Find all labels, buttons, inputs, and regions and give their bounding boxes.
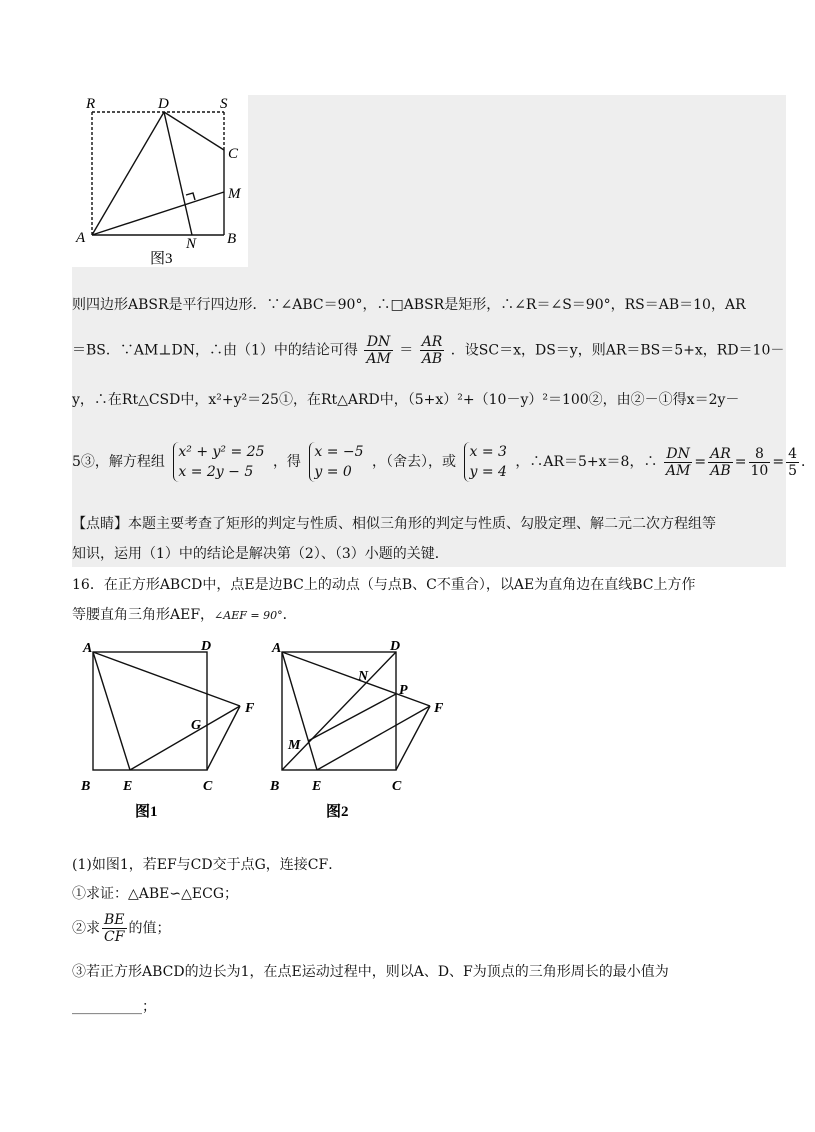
fig2-label-E: E	[312, 779, 322, 794]
part-1: (1)如图1，若EF与CD交于点G，连接CF．	[72, 857, 343, 873]
solution-line-4: 5③，解方程组 x² + y² = 25 x = 2y − 5 ，得 x = −5 y = 0 ，（舍去），或 x = 3 y = 4 ，∴AR＝5+x＝8，∴ $\frac{DN}{AM}$ = $\frac{AR}{AB}$ = $\frac{8}{10}$ = $\frac{4}{5}$ ．	[72, 444, 815, 480]
part-1-b: ②求 $\frac{BE}{CF}$ 的值；	[72, 912, 171, 945]
comment-line-2: 知识，运用（1）中的结论是解决第（2）、（3）小题的关键．	[72, 546, 449, 562]
fig1-label-A: A	[83, 641, 93, 656]
fig3-label-N: N	[186, 236, 197, 252]
fig1-label-D: D	[201, 639, 212, 654]
fig3-label-R: R	[86, 96, 96, 112]
fig2-label-F: F	[434, 701, 444, 716]
fig3-label-D: D	[158, 96, 169, 112]
figure-3	[72, 92, 252, 272]
q16-line-2: 等腰直角三角形AEF，∠AEF = 90°．	[72, 607, 297, 623]
equation-system-3: x = 3 y = 4	[464, 442, 506, 482]
fig3-label-B: B	[227, 231, 237, 247]
fraction-dn-am-2: $\frac{DN}{AM}$	[665, 445, 691, 479]
fig3-label-A: A	[76, 230, 86, 246]
solution-line-2: ＝BS．∵AM⊥DN，∴由（1）中的结论可得 $\frac{DN}{AM}$ ＝ $\frac{AR}{AB}$ ．设SC＝x，DS＝y，则AR＝BS＝5+x，RD＝10－	[72, 334, 785, 367]
fig2-label-P: P	[399, 683, 408, 698]
part-1-c: ③若正方形ABCD的边长为1，在点E运动过程中，则以A、D、F为顶点的三角形周长的最小值为	[72, 964, 669, 980]
fraction-dn-am: $\frac{DN}{AM}$	[366, 334, 391, 367]
equation-system-1: x² + y² = 25 x = 2y − 5	[173, 442, 264, 482]
fig1-label-C: C	[203, 779, 213, 794]
fraction-be-cf: $\frac{BE}{CF}$	[104, 912, 125, 945]
fig3-label-S: S	[220, 96, 228, 112]
fig2-label-A: A	[272, 641, 282, 656]
fig1-label-E: E	[123, 779, 133, 794]
fig3-caption: 图3	[150, 251, 173, 267]
comment-line-1: 【点睛】本题主要考查了矩形的判定与性质、相似三角形的判定与性质、勾股定理、解二元二次方程组等	[72, 516, 716, 532]
fraction-4-5: $\frac{4}{5}$	[788, 445, 797, 479]
fraction-8-10: $\frac{8}{10}$	[750, 445, 769, 479]
answer-blank[interactable]: __________；	[72, 999, 156, 1015]
fig1-label-G: G	[191, 718, 202, 733]
figure-1	[75, 636, 275, 826]
fraction-ar-ab-2: $\frac{AR}{AB}$	[710, 445, 731, 479]
fig3-label-C: C	[228, 146, 239, 162]
equation-system-2: x = −5 y = 0	[309, 442, 363, 482]
solution-line-1: 则四边形ABSR是平行四边形．∵∠ABC＝90°，∴□ABSR是矩形，∴∠R＝∠S＝90°，RS＝AB＝10，AR	[72, 297, 746, 313]
fig1-label-F: F	[245, 701, 255, 716]
fig2-label-M: M	[288, 738, 301, 753]
q16-line-1: 16．在正方形ABCD中，点E是边BC上的动点（与点B、C不重合），以AE为直角边在直线BC上方作	[72, 577, 696, 593]
fig1-label-B: B	[81, 779, 91, 794]
angle-aef: ∠AEF = 90°	[214, 609, 283, 622]
solution-line-2-text-b: ．设SC＝x，DS＝y，则AR＝BS＝5+x，RD＝10－	[450, 342, 785, 359]
solution-line-3: y，∴在Rt△CSD中，x²+y²＝25①，在Rt△ARD中，（5+x）²+（10－y）²＝100②，由②－①得x＝2y－	[72, 392, 740, 408]
fig1-caption: 图1	[135, 804, 158, 820]
fig2-label-C: C	[392, 779, 402, 794]
fig2-label-N: N	[358, 669, 369, 684]
solution-line-2-text-a: ＝BS．∵AM⊥DN，∴由（1）中的结论可得	[72, 342, 358, 359]
fig3-label-M: M	[228, 186, 241, 202]
part-1-a: ①求证：△ABE∽△ECG；	[72, 886, 238, 902]
fig2-caption: 图2	[326, 804, 349, 820]
fig2-label-B: B	[270, 779, 280, 794]
fraction-ar-ab: $\frac{AR}{AB}$	[421, 334, 443, 367]
fig2-label-D: D	[390, 639, 401, 654]
figure-2	[262, 636, 462, 826]
